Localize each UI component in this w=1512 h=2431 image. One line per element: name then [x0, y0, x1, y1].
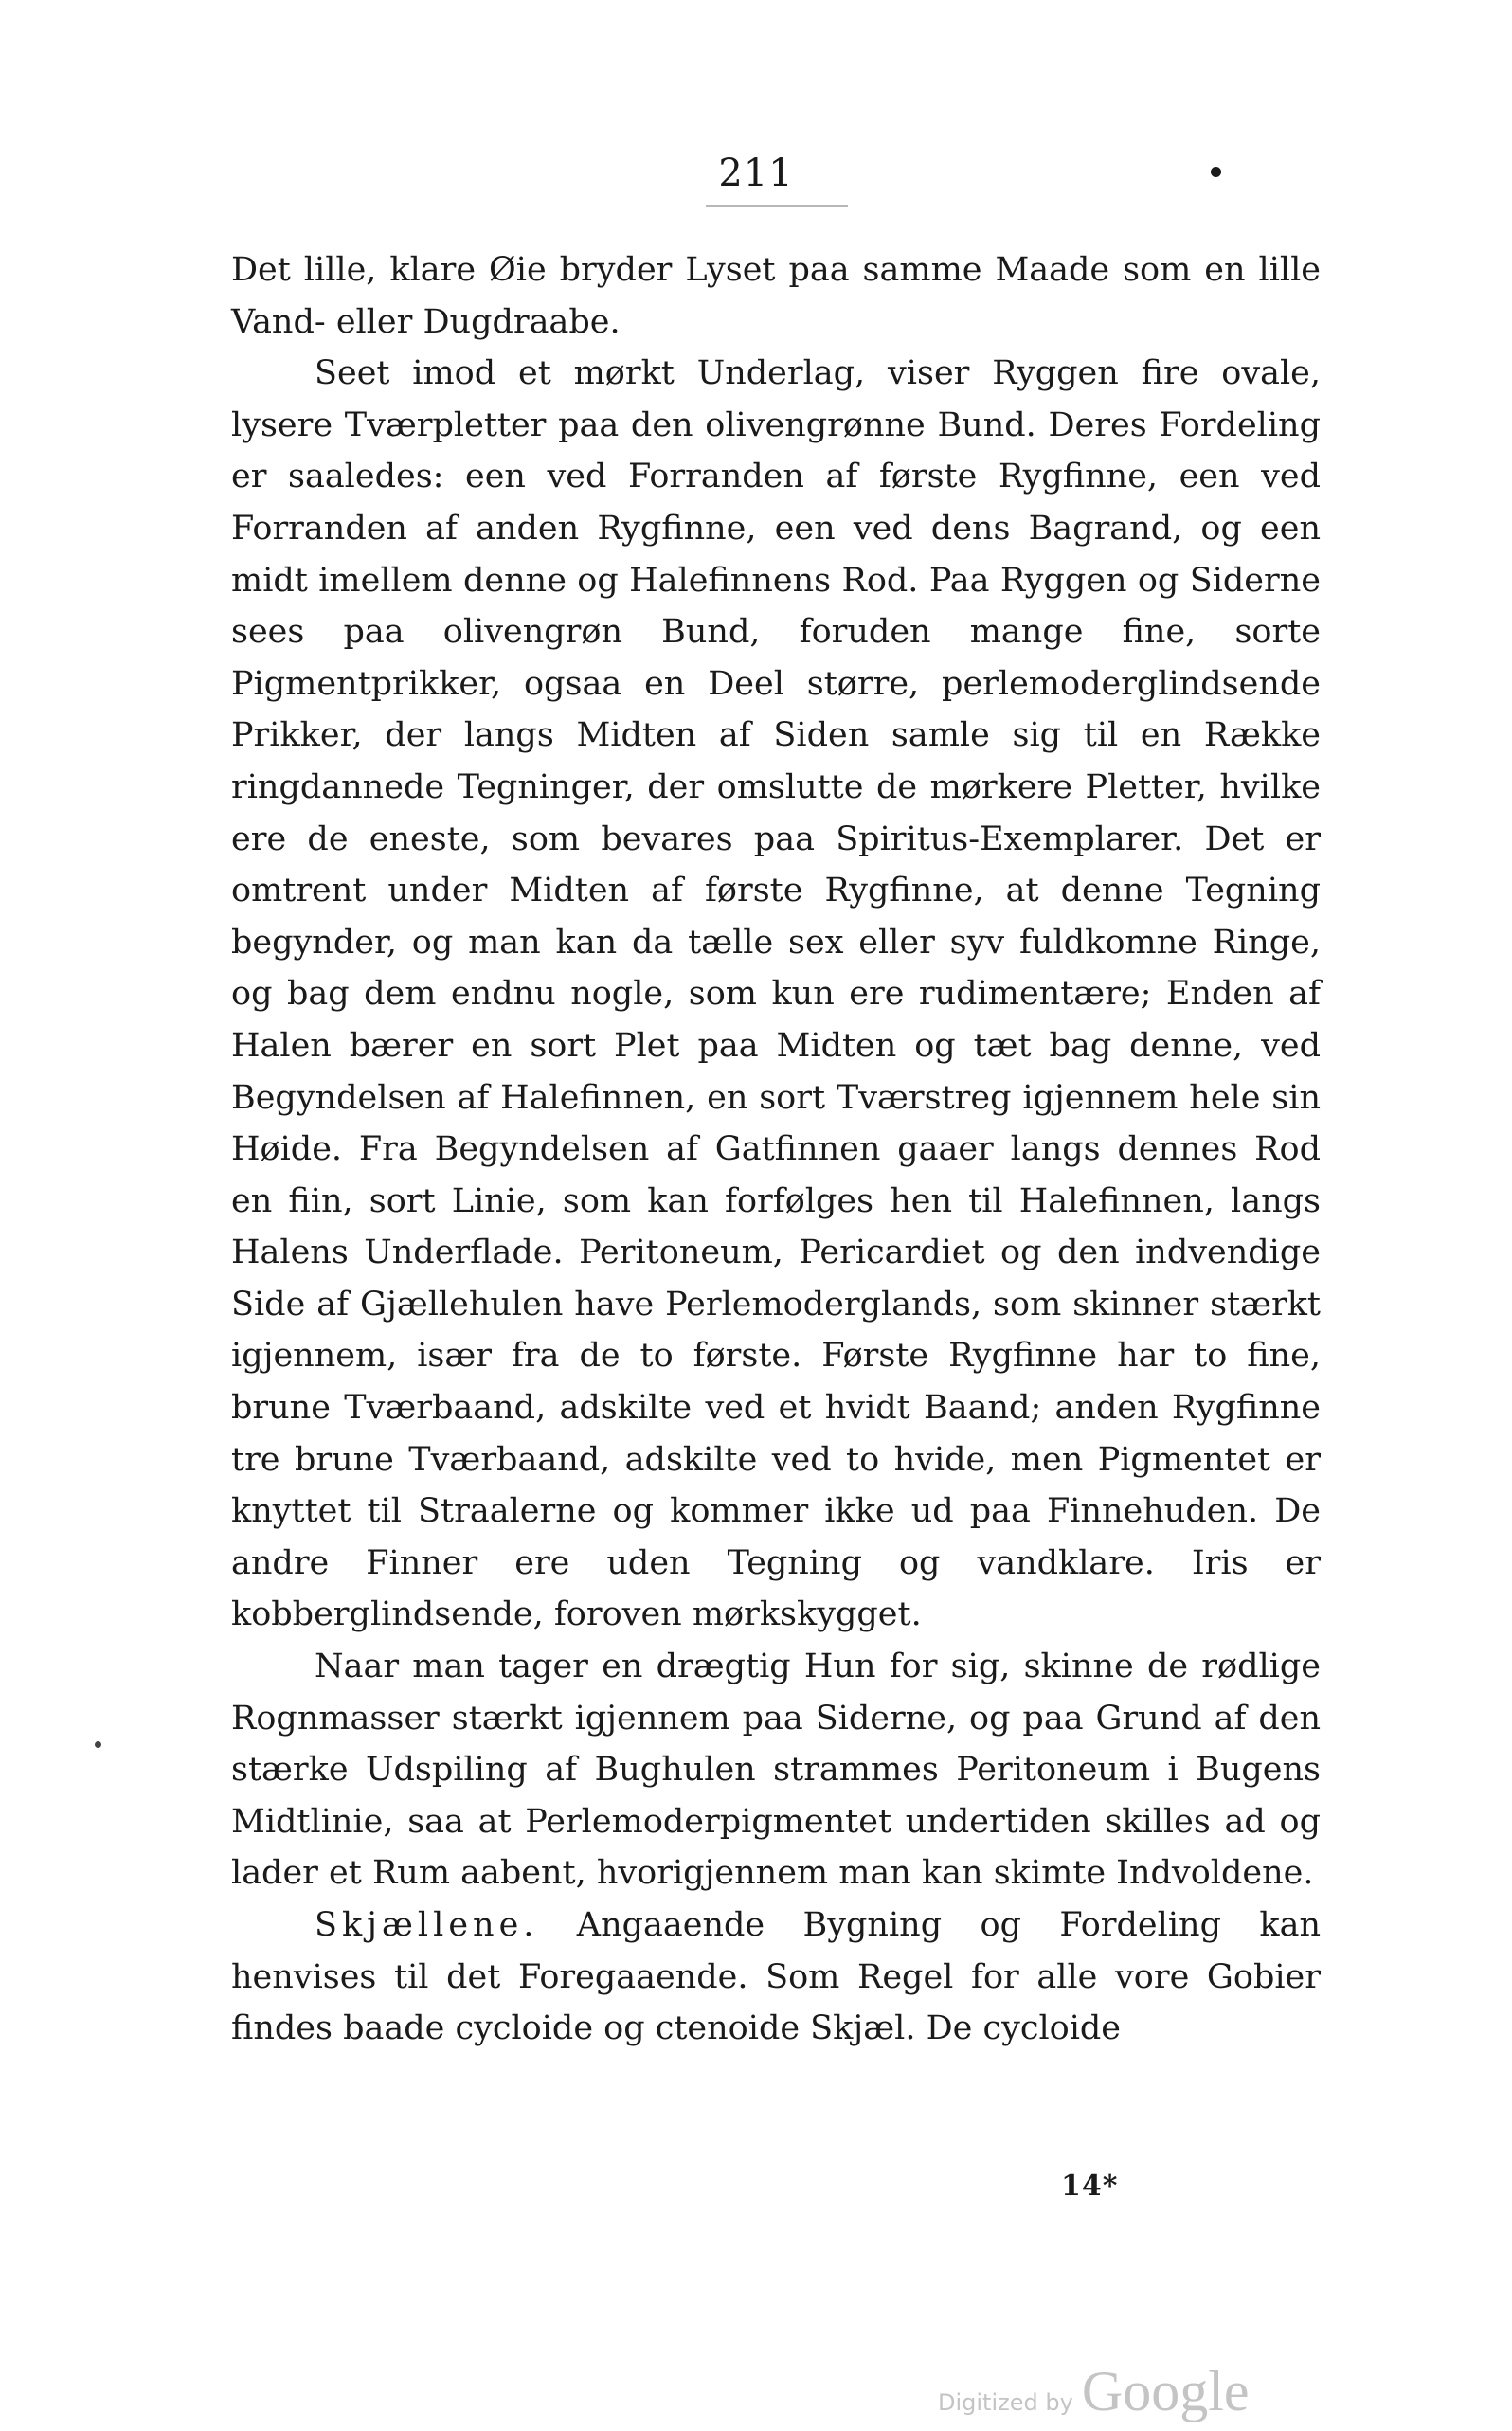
paragraph-4-text: Angaaende Bygning og Fordeling kan henvises til det Foregaaende. Som Regel for alle vore Gobier findes baade cycloide og ctenoide Skjæl. De cycloide: [231, 1906, 1321, 2048]
margin-mark: [95, 1741, 101, 1748]
page-number: 211: [718, 152, 794, 195]
paragraph-4: [231, 1900, 1321, 2055]
paragraph-1: Det lille, klare Øie bryder Lyset paa samme Maade som en lille Vand- eller Dugdraabe.: [231, 251, 1321, 341]
header-rule: [706, 205, 848, 207]
signature-mark: 14*: [1061, 2170, 1119, 2203]
google-logo: Google: [1081, 2360, 1250, 2422]
section-heading-skjaellene: Skjællene.: [315, 1906, 539, 1944]
paragraph-2: Seet imod et mørkt Underlag, viser Ryggen fire ovale, lysere Tværpletter paa den olivengrønne Bund. Deres Fordeling er saaledes: een ved Forranden af første Rygfinne, een ved Forranden af anden Rygfinne, een ved dens Bagrand, og een midt imellem denne og Halefinnens Rod. Paa Ryggen og Siderne sees paa olivengrøn Bund, foruden mange fine, sorte Pigmentprikker, ogsaa en Deel større, perlemoderglindsende Prikker, der langs Midten af Siden samle sig til en Række ringdannede Tegninger, der omslutte de mørkere Pletter, hvilke ere de eneste, som bevares paa Spiritus-Exemplarer. Det er omtrent under Midten af første Rygfinne, at denne Tegning begynder, og man kan da tælle sex eller syv fuldkomne Ringe, og bag dem endnu nogle, som kun ere rudimentære; Enden af Halen bærer en sort Plet paa Midten og tæt bag denne, ved Begyndelsen af Halefinnen, en sort Tværstreg igjennem hele sin Høide. Fra Begyndelsen af Gatfinnen gaaer langs dennes Rod en fiin, sort Linie, som kan forfølges hen til Halefinnen, langs Halens Underflade. Peritoneum, Pericardiet og den indvendige Side af Gjællehulen have Perlemoderglands, som skinner stærkt igjennem, især fra de to første. Første Rygfinne har to fine, brune Tværbaand, adskilte ved et hvidt Baand; anden Rygfinne tre brune Tværbaand, adskilte ved to hvide, men Pigmentet er knyttet til Straalerne og kommer ikke ud paa Finnehuden. De andre Finner ere uden Tegning og vandklare. Iris er kobberglindsende, foroven mørkskygget.: [231, 354, 1321, 1634]
watermark-prefix: Digitized by: [938, 2389, 1073, 2416]
body-text: [231, 244, 1321, 2055]
paragraph-3: Naar man tager en drægtig Hun for sig, skinne de rødlige Rognmasser stærkt igjennem paa Siderne, og paa Grund af den stærke Udspiling af Bughulen strammes Peritoneum i Bugens Midtlinie, saa at Perlemoderpigmentet undertiden skilles ad og lader et Rum aabent, hvorigjennem man kan skimte Indvoldene.: [231, 1648, 1321, 1893]
digitized-watermark: [938, 2359, 1250, 2424]
header-dot-mark: [1211, 167, 1221, 177]
